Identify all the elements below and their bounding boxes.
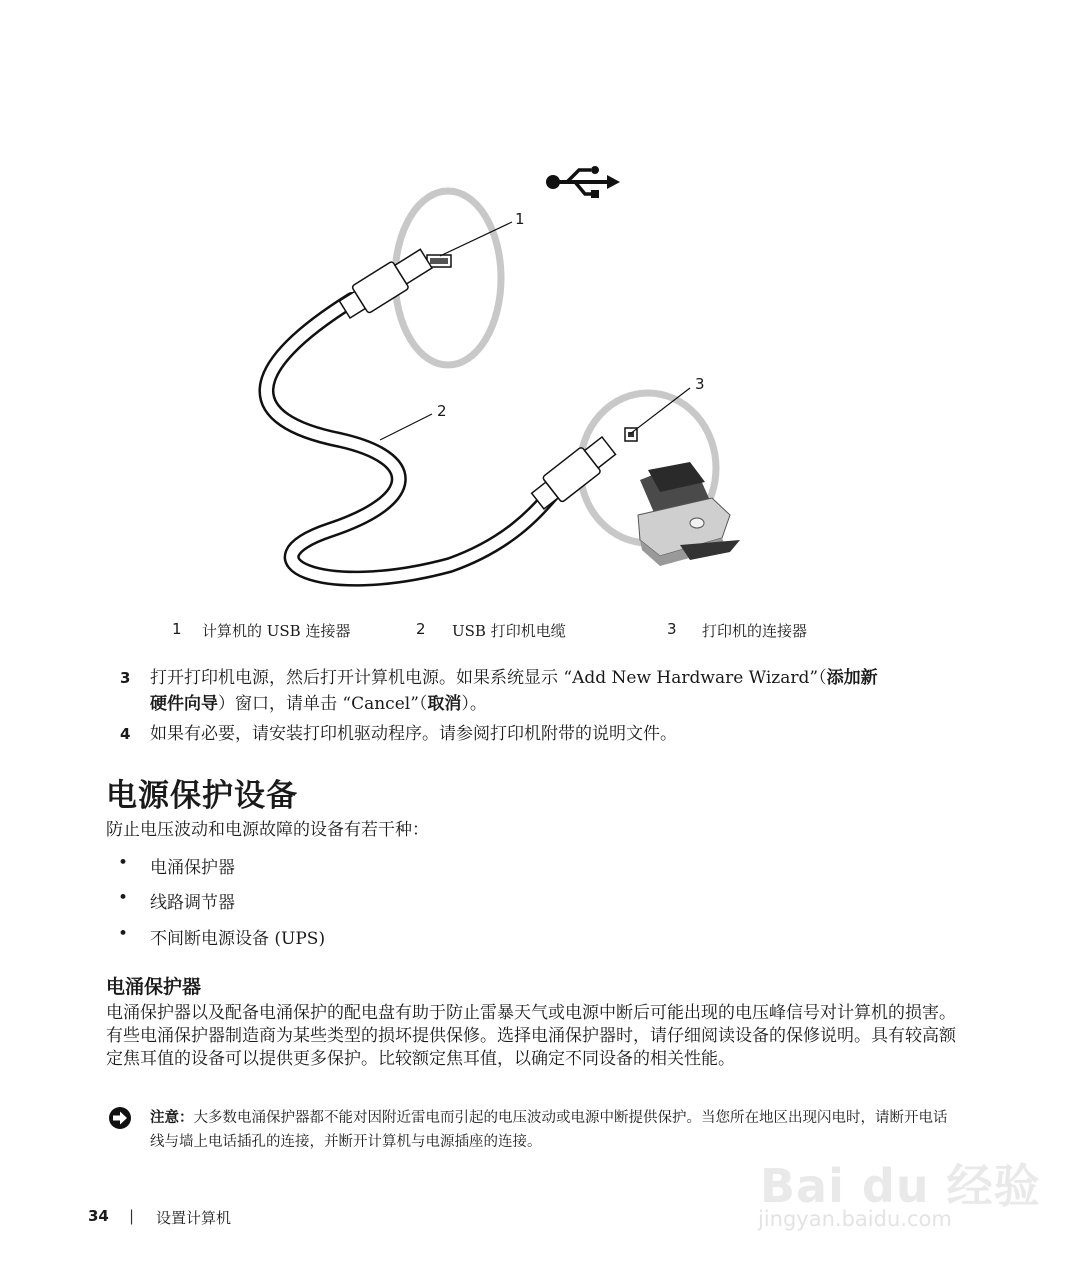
step-3-number: 3 <box>120 669 131 687</box>
footer-chapter: 设置计算机 <box>156 1209 232 1227</box>
callout-label-1: 1 <box>515 210 525 228</box>
note-label: 注意： <box>150 1110 194 1126</box>
bullet-item-surge-protector: 电涌保护器 <box>150 858 235 878</box>
watermark-url: jingyan.baidu.com <box>758 1207 952 1231</box>
note-block <box>150 1106 960 1154</box>
step-3-line-2: 硬件向导）窗口，请单击 “Cancel”（取消）。 <box>150 694 487 714</box>
bullet-item-ups: 不间断电源设备 (UPS) <box>150 929 326 949</box>
printer-illustration <box>638 462 740 566</box>
bullet-item-line-conditioner: 线路调节器 <box>150 893 235 913</box>
bullet-symbol: • <box>118 853 129 873</box>
notice-arrow-icon <box>108 1106 132 1130</box>
step-4-text: 如果有必要，请安装打印机驱动程序。请参阅打印机附带的说明文件。 <box>150 724 677 744</box>
usb-trident-icon <box>546 166 620 198</box>
legend-text-3: 打印机的连接器 <box>702 622 808 640</box>
bullet-symbol: • <box>118 888 129 908</box>
note-body: 大多数电涌保护器都不能对因附近雷电而引起的电压波动或电源中断提供保护。当您所在地区出现闪电时，请断开电话线与墙上电话插孔的连接，并断开计算机与电源插座的连接。 <box>150 1110 948 1150</box>
legend-num-2: 2 <box>416 620 426 638</box>
step-3-text <box>150 665 960 717</box>
legend-text-2: USB 打印机电缆 <box>452 622 566 640</box>
subsection-paragraph: 电涌保护器以及配备电涌保护的配电盘有助于防止雷暴天气或电源中断后可能出现的电压峰信号对计算机的损害。有些电涌保护器制造商为某些类型的损坏提供保修。选择电涌保护器时，请仔细阅读设备的保修说明。具有较高额定焦耳值的设备可以提供更多保护。比较额定焦耳值，以确定不同设备的相关性能。 <box>106 1003 956 1069</box>
legend-num-1: 1 <box>172 620 182 638</box>
usb-plug-b <box>528 433 619 514</box>
watermark-brand: Bai du 经验 <box>760 1159 1041 1213</box>
callout-label-3: 3 <box>695 375 705 393</box>
callout-2-leader <box>380 414 432 440</box>
page-number: 34 <box>88 1207 109 1225</box>
legend-num-3: 3 <box>667 620 677 638</box>
step-3-line-1: 打开打印机电源，然后打开计算机电源。如果系统显示 “Add New Hardware Wizard”（添加新 <box>150 668 878 688</box>
callout-label-2: 2 <box>437 402 447 420</box>
subsection-title: 电涌保护器 <box>106 976 202 998</box>
step-4-number: 4 <box>120 725 131 743</box>
footer-separator: | <box>129 1207 135 1225</box>
bullet-symbol: • <box>118 924 129 944</box>
legend-text-1: 计算机的 USB 连接器 <box>202 622 351 640</box>
usb-plug-a <box>336 245 434 323</box>
section-title: 电源保护设备 <box>106 778 298 814</box>
usb-printer-connection-illustration <box>0 0 1066 620</box>
section-intro: 防止电压波动和电源故障的设备有若干种： <box>106 820 429 840</box>
